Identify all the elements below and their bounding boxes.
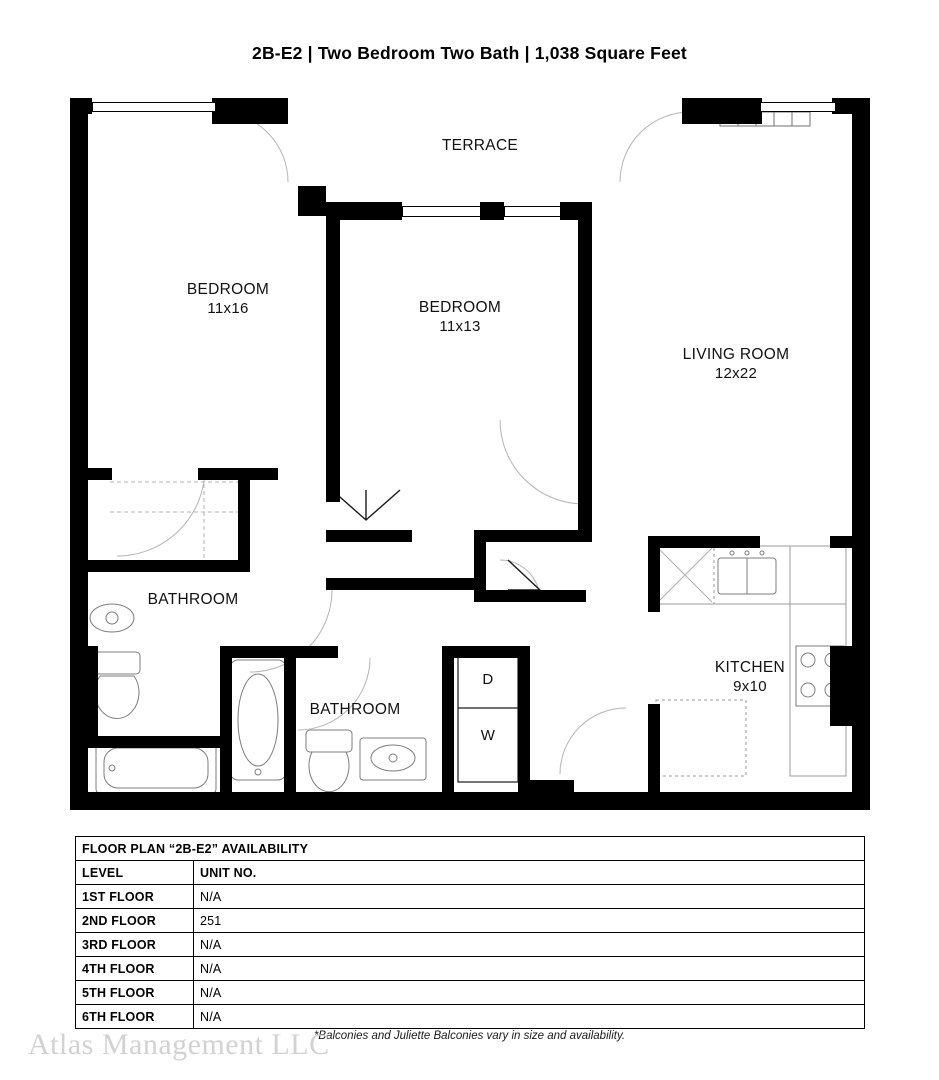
room-label-bathroom-1: [98, 590, 288, 609]
wall-bedroom2-top-left-jamb: [298, 186, 326, 216]
window-terrace-left: [92, 102, 216, 112]
room-dim-living-room: 12x22: [714, 365, 758, 382]
table-header-row: [76, 861, 865, 885]
wall-kitchen-top-right: [830, 536, 852, 548]
wall-exterior-left: [70, 98, 88, 810]
room-label-kitchen: [660, 658, 840, 696]
room-name-bedroom-2: BEDROOM: [418, 299, 502, 316]
cell-unit: N/A: [194, 933, 865, 957]
plan-linework: [70, 90, 870, 820]
cell-unit: N/A: [194, 885, 865, 909]
wall-bedroom2-right: [578, 202, 592, 542]
wall-bathroom2-tub-divider: [284, 646, 296, 792]
room-dim-bedroom-1: 11x16: [207, 300, 249, 317]
wall-bedroom2-left: [326, 202, 340, 502]
wall-closet-bottom: [88, 560, 250, 572]
window-bedroom2-b: [504, 206, 562, 217]
room-label-bedroom-1: [128, 280, 328, 318]
table-row: [76, 1005, 865, 1029]
wall-bathroom1-right-upper: [88, 646, 98, 746]
room-label-bathroom-2: [260, 700, 450, 719]
wall-closet-center-top: [474, 530, 586, 542]
wall-closet-right: [238, 468, 250, 564]
cell-unit: N/A: [194, 957, 865, 981]
cell-unit: N/A: [194, 981, 865, 1005]
wall-bathroom1-bottom: [88, 736, 228, 748]
wall-hall-closet-top: [326, 530, 412, 542]
table-caption-row: [76, 837, 865, 861]
room-dim-bedroom-2: 11x13: [439, 318, 481, 335]
availability-table: [75, 836, 865, 1029]
wall-top-left-stub: [70, 98, 92, 114]
header-level: LEVEL: [76, 861, 194, 885]
appliance-label-washer: W: [480, 727, 496, 744]
window-terrace-right: [760, 102, 836, 112]
room-name-terrace: TERRACE: [441, 137, 519, 154]
appliance-label-dryer: D: [482, 671, 494, 688]
wall-hall-closet-bottom: [326, 578, 476, 590]
header-unit: UNIT NO.: [194, 861, 865, 885]
wall-kitchen-top: [648, 536, 760, 548]
table-row: [76, 909, 865, 933]
wall-top-left-door-jamb: [212, 98, 288, 124]
wall-top-right-door-jamb: [682, 98, 762, 124]
wall-bathroom2-left: [220, 646, 232, 792]
wall-bedroom2-top-b: [480, 202, 504, 220]
room-name-living-room: LIVING ROOM: [682, 346, 790, 363]
wall-exterior-bottom: [70, 792, 870, 810]
room-label-terrace: [400, 136, 560, 155]
table-row: [76, 885, 865, 909]
cell-level: 3RD FLOOR: [76, 933, 194, 957]
cell-level: 1ST FLOOR: [76, 885, 194, 909]
watermark-logo: Atlas Management LLC: [28, 1028, 330, 1061]
wall-bedroom1-bottom-left: [88, 468, 112, 480]
cell-level: 4TH FLOOR: [76, 957, 194, 981]
wall-top-right-stub: [832, 98, 870, 114]
page-title: 2B-E2 | Two Bedroom Two Bath | 1,038 Square Feet: [252, 43, 687, 63]
cell-unit: N/A: [194, 1005, 865, 1029]
table-row: [76, 933, 865, 957]
cell-unit: 251: [194, 909, 865, 933]
cell-level: 6TH FLOOR: [76, 1005, 194, 1029]
room-name-bedroom-1: BEDROOM: [186, 281, 270, 298]
wall-bathroom2-right: [442, 646, 454, 792]
room-dim-kitchen: 9x10: [733, 678, 767, 695]
room-name-kitchen: KITCHEN: [714, 659, 786, 676]
wall-exterior-right: [852, 98, 870, 810]
cell-level: 2ND FLOOR: [76, 909, 194, 933]
table-row: [76, 981, 865, 1005]
wall-kitchen-bottom-left: [648, 704, 660, 792]
wall-closet-center-bottom: [474, 590, 586, 602]
wall-laundry-top: [442, 646, 530, 658]
window-bedroom2-a: [402, 206, 482, 217]
floor-plan-drawing: [70, 90, 870, 820]
room-name-bathroom-1: BATHROOM: [147, 591, 239, 608]
wall-hall-top: [220, 646, 338, 658]
table-row: [76, 957, 865, 981]
availability-caption: FLOOR PLAN “2B-E2” AVAILABILITY: [76, 837, 865, 861]
wall-laundry-right: [518, 646, 530, 792]
wall-entry-bottom: [518, 780, 574, 792]
cell-level: 5TH FLOOR: [76, 981, 194, 1005]
room-label-bedroom-2: [360, 298, 560, 336]
room-label-living-room: [626, 345, 846, 383]
footnote: *Balconies and Juliette Balconies vary in size and availability.: [313, 1030, 626, 1042]
room-name-bathroom-2: BATHROOM: [309, 701, 401, 718]
